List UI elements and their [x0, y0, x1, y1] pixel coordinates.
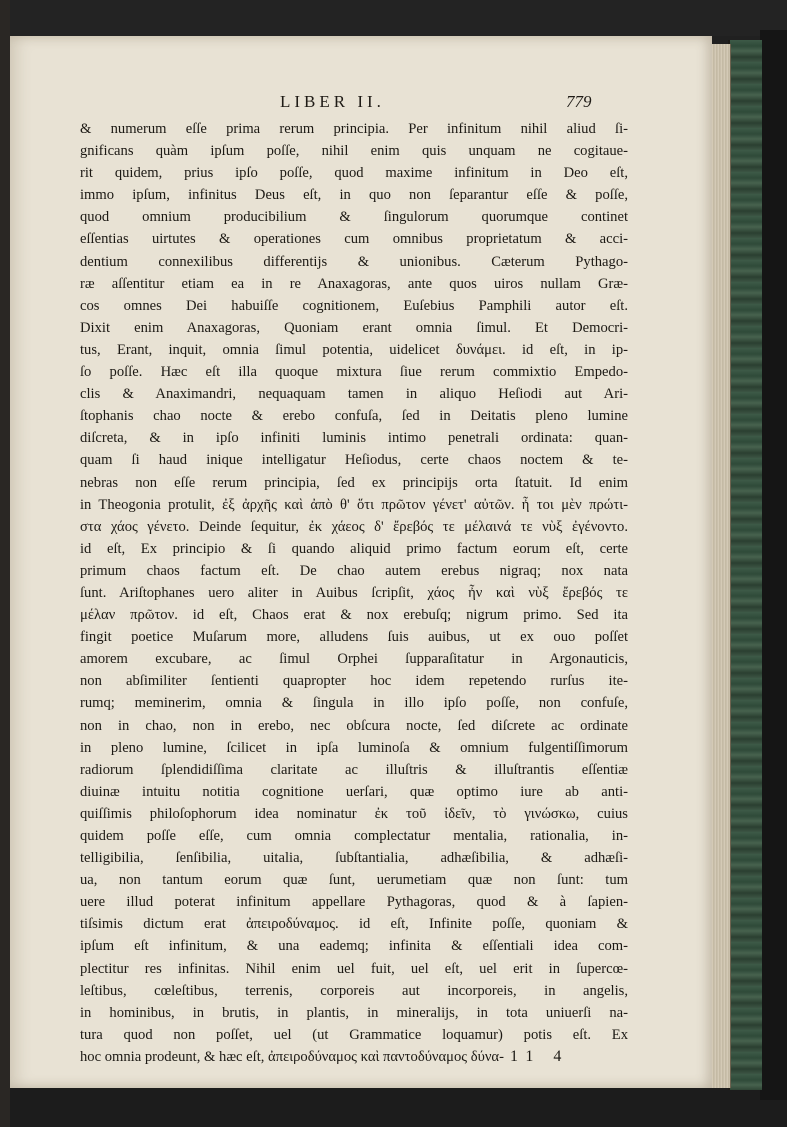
background-right — [760, 30, 787, 1100]
background-top — [0, 0, 787, 36]
text-line: amorem excubare, ac ſimul Orphei ſupparaſitatur in Argonauticis, — [80, 651, 628, 668]
signature-mark: 11 4 — [510, 1048, 570, 1065]
marbled-cover-edge — [728, 40, 762, 1090]
text-line: id eſt, Ex principio & ſi quando aliquid primo factum eorum eſt, certe — [80, 540, 628, 557]
text-line: in Theogonia protulit, ἐξ ἀρχῆς καὶ ἀπὸ θ' ὅτι πρῶτον γένετ' αὐτῶν. ἦ τοι μὲν πρώτι- — [80, 496, 628, 513]
text-line: ſo poſſe. Hæc eſt illa quoque mixtura ſiue rerum commixtio Empedo- — [80, 364, 628, 381]
text-line: dentium connexilibus differentijs & unionibus. Cæterum Pythago- — [80, 253, 628, 270]
background-left — [0, 0, 10, 1127]
text-line: tus, Erant, inquit, omnia ſimul potentia, uidelicet δυνάμει. id eſt, in ip- — [80, 341, 628, 358]
text-line: fingit poetice Muſarum more, alludens ſuis auibus, ut ex ouo poſſet — [80, 629, 628, 646]
text-line: cos omnes Dei habuiſſe cognitionem, Euſebius Pamphili autor eſt. — [80, 297, 628, 314]
text-line: clis & Anaximandri, nequaquam tamen in aliquo Heſiodi aut Ari- — [80, 386, 628, 403]
page-edges — [712, 44, 731, 1088]
text-line: plectitur res infinitas. Nihil enim uel fuit, uel eſt, uel erit in ſupercœ- — [80, 960, 628, 977]
body-text — [80, 118, 628, 1068]
text-line: hoc omnia prodeunt, & hæc eſt, ἀπειροδύναμος καὶ παντοδύναμος δύνα- — [80, 1048, 504, 1065]
text-line: eſſentias uirtutes & operationes cum omnibus proprietatum & acci- — [80, 231, 628, 248]
text-line: in pleno lumine, ſcilicet in ipſa luminoſa & omnium fulgentiſſimorum — [80, 739, 628, 756]
text-line: non in chao, non in erebo, nec obſcura nocte, ſed diſcrete ac ordinate — [80, 717, 628, 734]
text-line: primum chaos factum eſt. De chao autem erebus nigraq; nox nata — [80, 562, 628, 579]
text-line: tura quod non poſſet, uel (ut Grammatice loquamur) potis eſt. Ex — [80, 1026, 628, 1043]
page-header — [10, 92, 712, 116]
text-line: ræ aſſentitur etiam ea in re Anaxagoras, ante quos uiros nullam Græ- — [80, 275, 628, 292]
text-line: rumq; meminerim, omnia & ſingula in illo ipſo poſſe, non confuſe, — [80, 695, 628, 712]
text-line: uere illud poterat infinitum appellare Pythagoras, quod & à ſapien- — [80, 894, 628, 911]
book-page — [10, 36, 712, 1088]
text-line: quiſſimis philoſophorum idea nominatur ἐκ τοῦ ἰδεῖν, τὸ γινώσκω, cuius — [80, 805, 628, 822]
text-line: μέλαν πρῶτον. id eſt, Chaos erat & nox erebuſq; nigrum primo. Sed ita — [80, 607, 628, 624]
text-line: nebras non eſſe rerum principia, ſed ex principijs orta ſtatuit. Id enim — [80, 474, 628, 491]
page-number: 779 — [566, 92, 592, 111]
text-line: quam ſi haud inique intelligatur Heſiodus, certe chaos noctem & te- — [80, 452, 628, 469]
text-line: immo ipſum, infinitus Deus eſt, in quo non ſeparantur eſſe & poſſe, — [80, 187, 628, 204]
text-line: telligibilia, ſenſibilia, uitalia, ſubſtantialia, adhæſibilia, & adhæſi- — [80, 850, 628, 867]
text-line: rit quidem, prius ipſo poſſe, quod maxime infinitum in Deo eſt, — [80, 165, 628, 182]
text-line: quidem poſſe eſſe, cum omnia complectatur mentalia, rationalia, in- — [80, 828, 628, 844]
text-line: ſtophanis chao nocte & erebo confuſa, ſed in Deitatis pleno lumine — [80, 408, 628, 425]
text-line: tiſsimis dictum erat ἀπειροδύναμος. id eſt, Infinite poſſe, quoniam & — [80, 916, 628, 933]
text-line: ipſum eſt infinitum, & una eademq; infinita & eſſentiali idea com- — [80, 938, 628, 955]
text-line: & numerum eſſe prima rerum principia. Per infinitum nihil aliud ſi- — [80, 121, 628, 137]
text-line: Dixit enim Anaxagoras, Quoniam erant omnia ſimul. Et Democri- — [80, 319, 628, 336]
text-line: diſcreta, & in ipſo infiniti luminis intimo penetrali ordinata: quan- — [80, 430, 628, 447]
text-line: quod omnium producibilium & ſingulorum quorumque continet — [80, 209, 628, 226]
text-line: gnificans quàm ipſum poſſe, nihil enim quis unquam ne cogitaue- — [80, 143, 628, 160]
text-line: in hominibus, in brutis, in plantis, in mineralijs, in tota uniuerſi na- — [80, 1004, 628, 1021]
text-line: non abſimiliter ſentienti quapropter hoc idem repetendo rurſus ite- — [80, 673, 628, 690]
running-title: LIBER II. — [280, 92, 385, 111]
background-bottom — [0, 1088, 787, 1127]
text-line: ſunt. Ariſtophanes uero aliter in Auibus ſcripſit, χάος ἦν καὶ νὺξ ἔρεβός τε — [80, 584, 628, 601]
text-line: radiorum ſplendidiſſima claritate ac illuſtris & illuſtrantis eſſentiæ — [80, 761, 628, 778]
text-line: diuinæ intuitu notitia cognitione uerſari, quæ optimo iure ab anti- — [80, 783, 628, 800]
text-line: leſtibus, cœleſtibus, terrenis, corporeis aut incorporeis, in angelis, — [80, 982, 628, 999]
text-line: στα χάος γένετο. Deinde ſequitur, ἐκ χάεος δ' ἔρεβός τε μέλαινά τε νὺξ ἐγένοντο. — [80, 518, 628, 535]
text-line: ua, non tantum eorum quæ ſunt, uerumetiam quæ non ſunt: tum — [80, 872, 628, 889]
